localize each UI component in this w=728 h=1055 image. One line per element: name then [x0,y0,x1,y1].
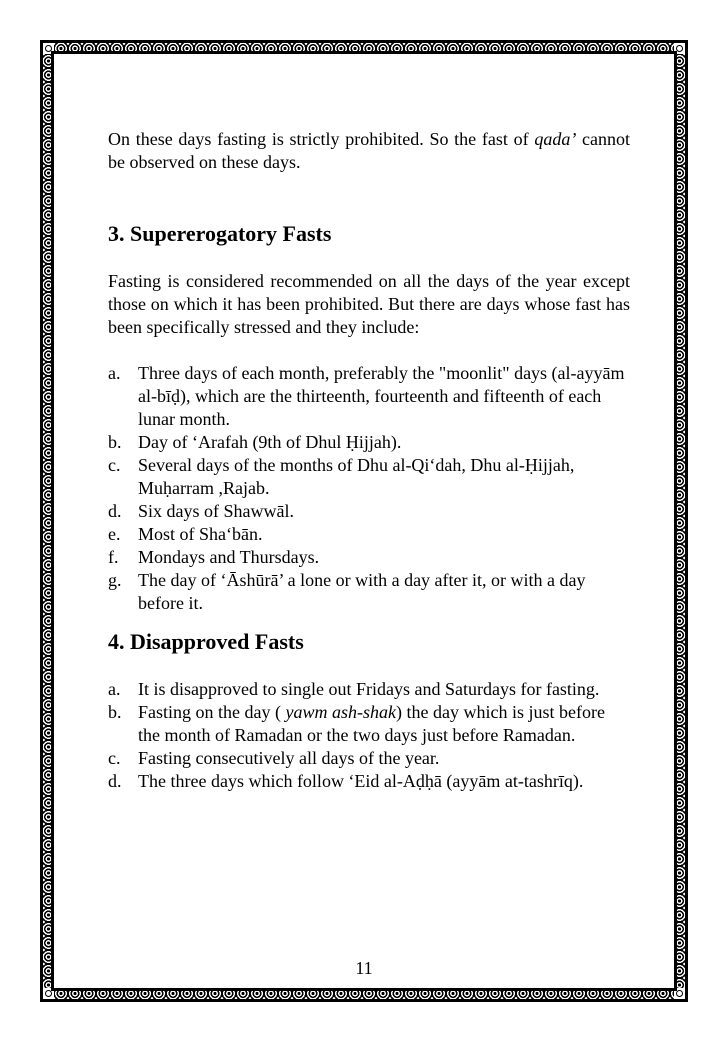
list-marker: a. [108,679,121,699]
list-marker: b. [108,432,122,452]
list-item [108,701,630,747]
intro-text: On these days fasting is strictly prohibited. So the fast of [108,129,529,149]
list-item-text: Several days of the months of Dhu al-Qi‘dah, Dhu al-Ḥijjah, Muḥarram ,Rajab. [138,455,575,498]
list-marker: d. [108,771,122,791]
list-item-text: The day of ‘Āshūrā’ a lone or with a day after it, or with a day before it. [138,570,586,613]
section-heading-supererogatory: 3. Supererogatory Fasts [108,221,332,246]
list-item-text: Fasting consecutively all days of the year. [138,748,440,768]
list-item-text: It is disapproved to single out Fridays and Saturdays for fasting. [138,679,600,699]
list-marker: e. [108,524,121,544]
page-number: 11 [355,958,373,978]
list-item [108,678,630,701]
list-item [108,546,630,569]
list-item-text: Three days of each month, preferably the "moonlit" days (al-ayyām al-bīḍ), which are the thirteenth, fourteenth and fifteenth of each lunar month. [138,363,625,429]
list-marker: c. [108,748,121,768]
intro-text-end: cannot be observed on these days. [108,129,631,172]
list-item [108,569,630,615]
list-marker: d. [108,501,122,521]
disapproved-list [108,678,630,793]
list-marker: a. [108,363,121,383]
list-item [108,431,630,454]
list-marker: f. [108,547,119,567]
intro-paragraph [108,128,630,174]
list-item [108,500,630,523]
list-item-text-before: Fasting on the day ( [138,702,286,722]
list-item [108,362,630,431]
list-item-text: Six days of Shawwāl. [138,501,294,521]
page-content [108,128,630,793]
list-item-text: Mondays and Thursdays. [138,547,320,567]
list-item-text: The three days which follow ‘Eid al-Aḍḥā (ayyām at-tashrīq). [138,771,584,791]
intro-italic-term: qada’ [534,129,577,149]
list-item [108,747,630,770]
supererogatory-list [108,362,630,615]
list-item-text: Day of ‘Arafah (9th of Dhul Ḥijjah). [138,432,402,452]
list-item-italic-term: yawm ash-shak [285,702,396,722]
list-item [108,523,630,546]
list-item-text: Most of Sha‘bān. [138,524,263,544]
list-item-text-after: ) the day which is just before the month of Ramadan or the two days just before Ramadan. [138,702,605,745]
list-item [108,770,630,793]
list-marker: c. [108,455,121,475]
section-heading-disapproved: 4. Disapproved Fasts [108,629,304,654]
list-marker: g. [108,570,122,590]
section3-intro: Fasting is considered recommended on all the days of the year except those on which it has been prohibited. But there are days whose fast has been specifically stressed and they include: [108,271,630,337]
list-marker: b. [108,702,122,722]
list-item [108,454,630,500]
